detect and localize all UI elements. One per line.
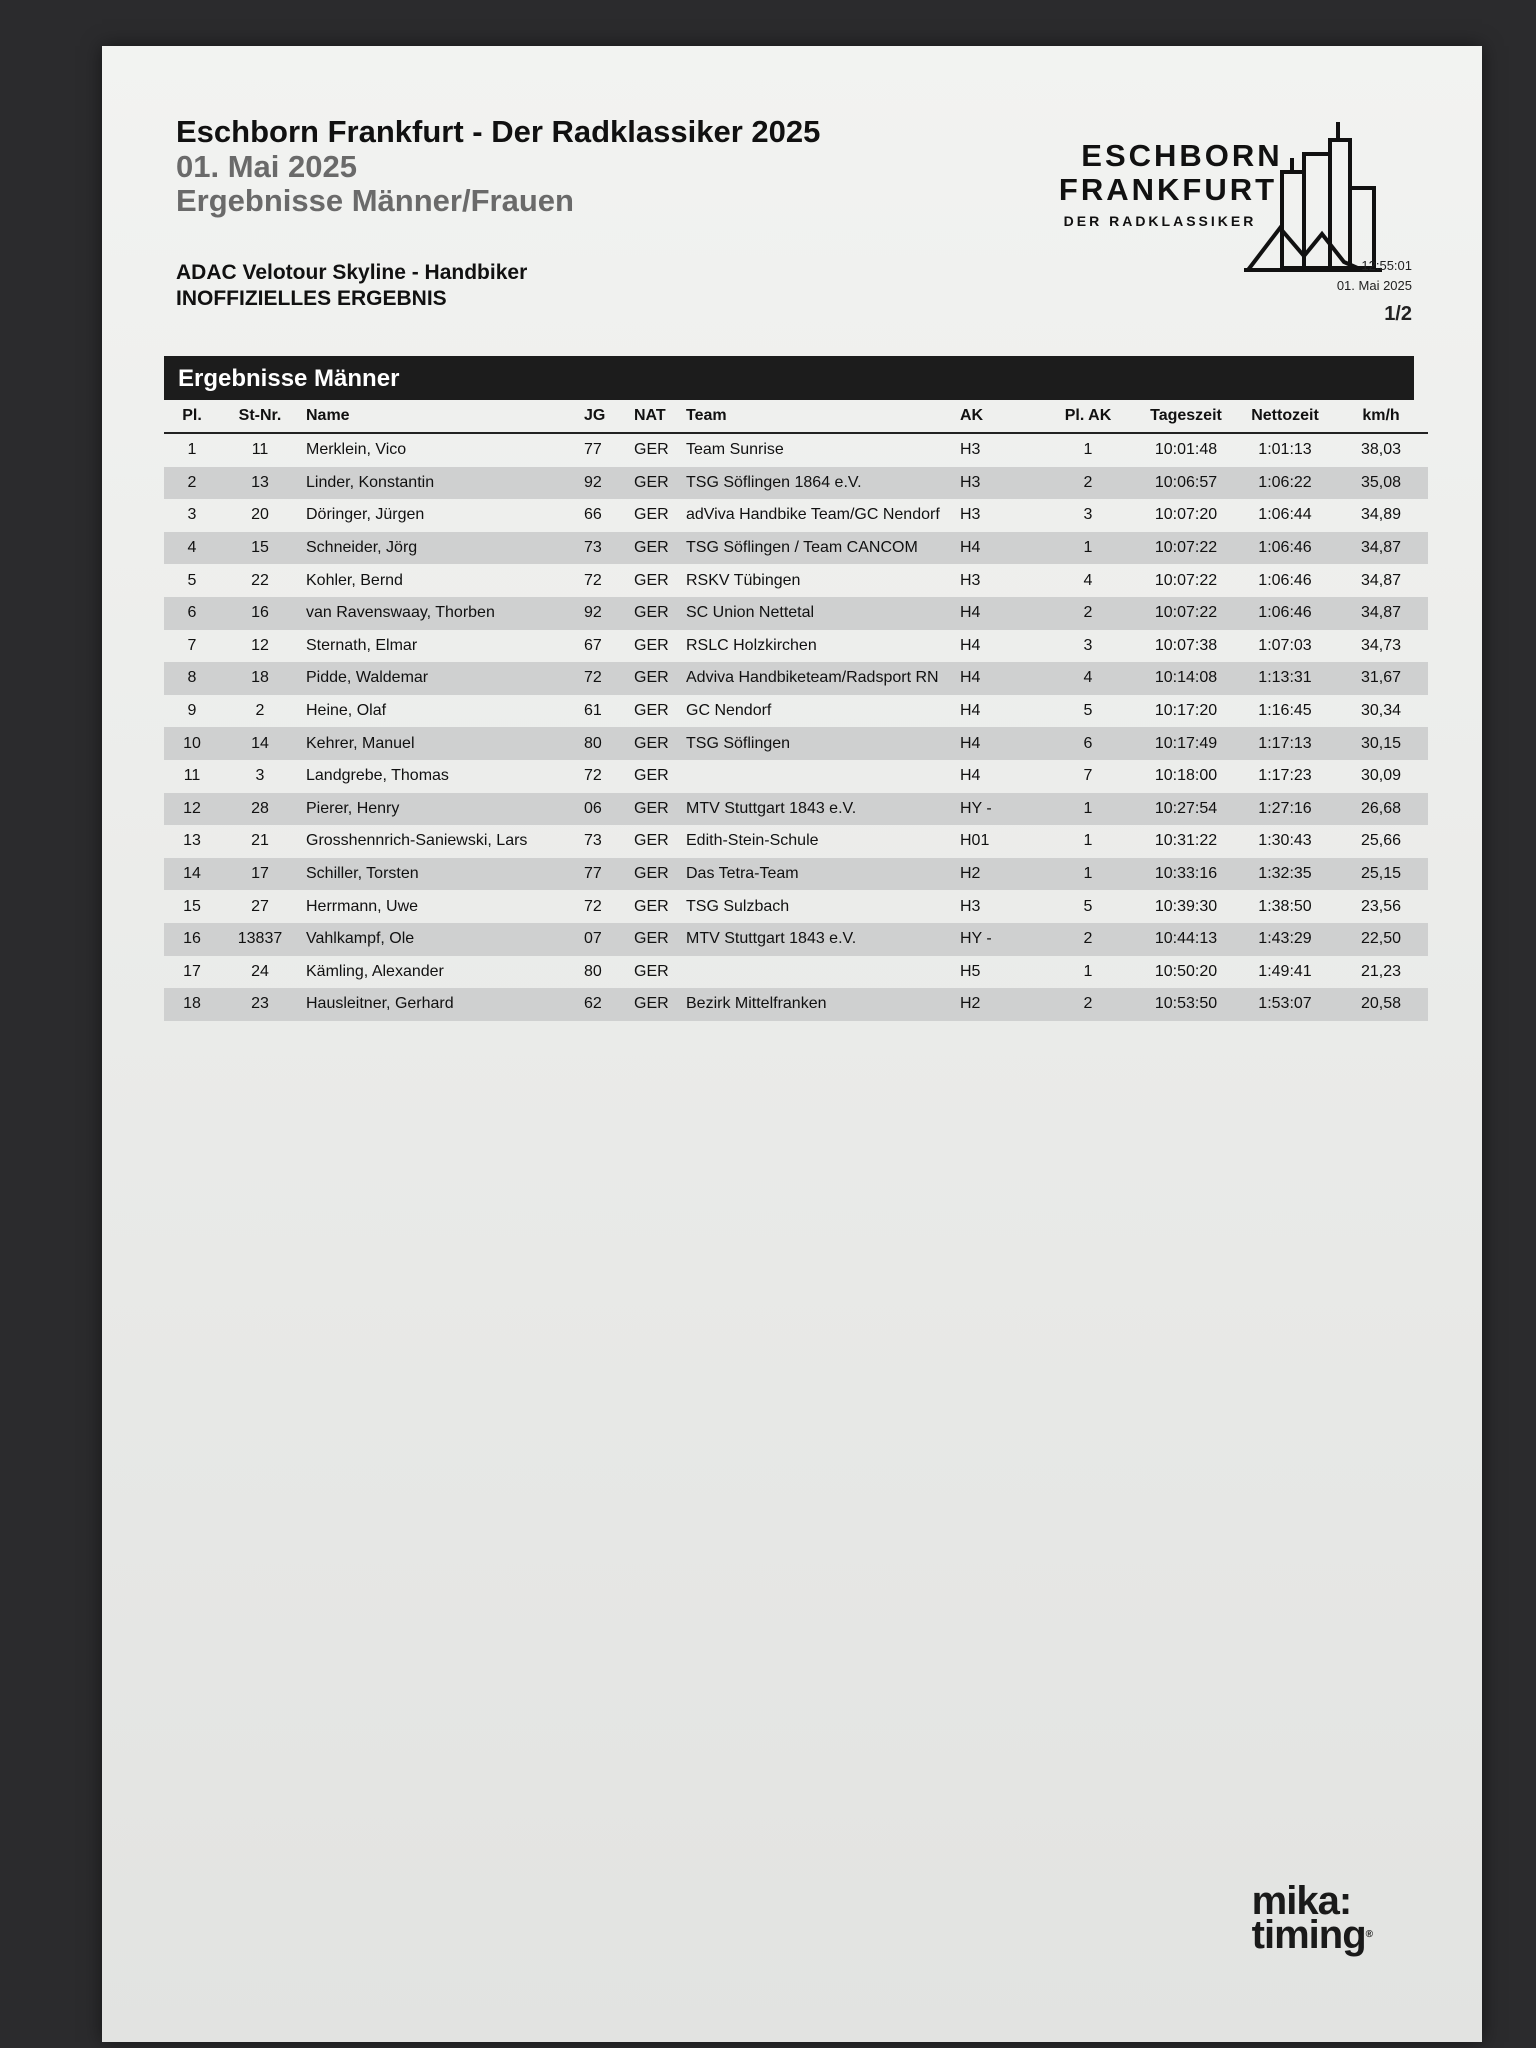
cell-age-class-place: 5 — [1083, 702, 1093, 720]
cell-year: 77 — [584, 441, 602, 459]
cell-team — [680, 760, 954, 793]
cell-year: 72 — [584, 767, 602, 785]
cell-year: 72 — [584, 897, 602, 915]
page-number: 1/2 — [1384, 303, 1412, 325]
cell-speed: 23,56 — [1360, 897, 1402, 915]
cell-age-class: HY - — [954, 793, 1040, 826]
cell-place: 18 — [164, 988, 220, 1021]
cell-year: 07 — [578, 923, 628, 956]
col-header-start-number: St-Nr. — [220, 400, 300, 433]
cell-nation: GER — [628, 467, 680, 500]
cell-net-time: 1:49:41 — [1258, 962, 1312, 980]
cell-age-class: H4 — [954, 662, 1040, 695]
cell-start-number: 20 — [251, 506, 269, 524]
cell-place: 8 — [164, 662, 220, 695]
cell-team: SC Union Nettetal — [680, 597, 954, 630]
cell-age-class-place: 5 — [1083, 897, 1093, 915]
print-time: 12:55:01 — [1361, 258, 1412, 273]
cell-name: Schiller, Torsten — [300, 858, 578, 891]
cell-name: Kehrer, Manuel — [300, 727, 578, 760]
results-sheet — [102, 46, 1482, 2042]
table-row — [164, 890, 1428, 923]
cell-age-class-place: 1 — [1040, 532, 1136, 565]
cell-year: 06 — [578, 793, 628, 826]
logo-line3: DER RADKLASSIKER — [1063, 213, 1257, 229]
cell-start-number: 18 — [220, 662, 300, 695]
cell-age-class-place: 3 — [1083, 636, 1093, 654]
cell-start-number: 3 — [255, 767, 265, 785]
cell-name: Kohler, Bernd — [306, 571, 403, 589]
cell-speed: 34,89 — [1360, 506, 1402, 524]
cell-net-time: 1:43:29 — [1236, 923, 1334, 956]
cell-age-class-place: 2 — [1040, 467, 1136, 500]
col-header-team: Team — [680, 400, 954, 433]
cell-age-class: H2 — [954, 988, 1040, 1021]
timing-brand-logo — [1251, 1879, 1372, 1957]
cell-nation: GER — [634, 506, 669, 524]
cell-start-number: 21 — [251, 832, 269, 850]
cell-speed: 26,68 — [1334, 793, 1428, 826]
cell-age-class: H3 — [954, 467, 1040, 500]
cell-net-time: 1:13:31 — [1236, 662, 1334, 695]
cell-place: 3 — [187, 506, 197, 524]
table-row — [164, 923, 1428, 956]
cell-nation: GER — [628, 727, 680, 760]
cell-speed: 30,09 — [1360, 767, 1402, 785]
cell-time-of-day: 10:33:16 — [1136, 858, 1236, 891]
cell-net-time: 1:17:23 — [1258, 767, 1312, 785]
event-block — [176, 260, 527, 312]
cell-place: 9 — [187, 702, 197, 720]
cell-age-class: HY - — [954, 923, 1040, 956]
cell-age-class: H4 — [960, 702, 981, 720]
cell-time-of-day: 10:31:22 — [1154, 832, 1218, 850]
cell-speed: 38,03 — [1360, 441, 1402, 459]
cell-speed: 34,73 — [1360, 636, 1402, 654]
cell-team: Bezirk Mittelfranken — [680, 988, 954, 1021]
table-row — [164, 662, 1428, 695]
cell-speed: 31,67 — [1334, 662, 1428, 695]
cell-team: adViva Handbike Team/GC Nendorf — [686, 506, 940, 524]
cell-nation: GER — [628, 858, 680, 891]
cell-name: Döringer, Jürgen — [306, 506, 425, 524]
table-row — [164, 564, 1428, 597]
cell-place: 10 — [164, 727, 220, 760]
event-logo — [1032, 104, 1392, 274]
print-meta — [1337, 256, 1412, 324]
cell-age-class-place: 2 — [1040, 923, 1136, 956]
cell-place: 17 — [183, 962, 201, 980]
cell-age-class-place: 3 — [1083, 506, 1093, 524]
cell-name: Linder, Konstantin — [300, 467, 578, 500]
cell-nation: GER — [634, 832, 669, 850]
cell-start-number: 17 — [220, 858, 300, 891]
cell-name: Herrmann, Uwe — [306, 897, 419, 915]
cell-net-time: 1:06:46 — [1258, 571, 1312, 589]
cell-start-number: 28 — [220, 793, 300, 826]
table-row — [164, 695, 1428, 728]
cell-age-class-place: 1 — [1083, 832, 1093, 850]
cell-age-class-place: 1 — [1040, 793, 1136, 826]
cell-team: Adviva Handbiketeam/Radsport RN — [680, 662, 954, 695]
col-header-nation: NAT — [628, 400, 680, 433]
cell-year: 77 — [578, 858, 628, 891]
col-header-place: Pl. — [164, 400, 220, 433]
cell-age-class: H3 — [960, 506, 981, 524]
cell-time-of-day: 10:27:54 — [1136, 793, 1236, 826]
cell-nation: GER — [628, 532, 680, 565]
cell-name: Vahlkampf, Ole — [300, 923, 578, 956]
cell-age-class-place: 4 — [1040, 662, 1136, 695]
cell-time-of-day: 10:18:00 — [1154, 767, 1218, 785]
cell-nation: GER — [634, 962, 669, 980]
table-row — [164, 988, 1428, 1021]
cell-team: TSG Sulzbach — [686, 897, 790, 915]
table-row — [164, 499, 1428, 532]
cell-start-number: 23 — [220, 988, 300, 1021]
cell-place: 1 — [187, 441, 197, 459]
cell-nation: GER — [634, 702, 669, 720]
cell-team — [680, 956, 954, 989]
cell-year: 80 — [578, 727, 628, 760]
cell-net-time: 1:01:13 — [1258, 441, 1312, 459]
cell-age-class-place: 1 — [1083, 962, 1093, 980]
cell-net-time: 1:38:50 — [1258, 897, 1312, 915]
cell-team: RSLC Holzkirchen — [686, 636, 817, 654]
cell-age-class-place: 1 — [1040, 858, 1136, 891]
cell-nation: GER — [634, 636, 669, 654]
logo-line2: FRANKFURT — [1058, 172, 1278, 207]
cell-name: Heine, Olaf — [306, 702, 387, 720]
cell-team: TSG Söflingen / Team CANCOM — [680, 532, 954, 565]
table-row — [164, 858, 1428, 891]
table-row — [164, 630, 1428, 663]
cell-place: 6 — [164, 597, 220, 630]
cell-age-class: H3 — [960, 571, 981, 589]
cell-net-time: 1:30:43 — [1258, 832, 1312, 850]
cell-year: 62 — [578, 988, 628, 1021]
cell-age-class: H3 — [960, 897, 981, 915]
cell-age-class: H4 — [960, 636, 981, 654]
col-header-time-of-day: Tageszeit — [1136, 400, 1236, 433]
cell-age-class-place: 2 — [1040, 988, 1136, 1021]
cell-start-number: 13 — [220, 467, 300, 500]
cell-net-time: 1:17:13 — [1236, 727, 1334, 760]
cell-time-of-day: 10:01:48 — [1154, 441, 1218, 459]
cell-time-of-day: 10:07:20 — [1154, 506, 1218, 524]
brand-line2: timing — [1251, 1913, 1366, 1957]
cell-place: 14 — [164, 858, 220, 891]
table-row — [164, 433, 1428, 467]
cell-age-class: H4 — [954, 597, 1040, 630]
table-row — [164, 727, 1428, 760]
cell-year: 92 — [578, 467, 628, 500]
table-header-row — [164, 400, 1428, 433]
cell-age-class-place: 6 — [1040, 727, 1136, 760]
cell-name: Hausleitner, Gerhard — [300, 988, 578, 1021]
cell-net-time: 1:06:46 — [1236, 532, 1334, 565]
cell-nation: GER — [634, 897, 669, 915]
cell-start-number: 27 — [251, 897, 269, 915]
table-row — [164, 760, 1428, 793]
cell-nation: GER — [628, 988, 680, 1021]
cell-year: 80 — [584, 962, 602, 980]
cell-age-class: H4 — [954, 727, 1040, 760]
cell-time-of-day: 10:44:13 — [1136, 923, 1236, 956]
cell-place: 12 — [164, 793, 220, 826]
cell-speed: 34,87 — [1334, 532, 1428, 565]
print-date: 01. Mai 2025 — [1336, 278, 1412, 293]
results-table — [164, 400, 1428, 1021]
cell-time-of-day: 10:14:08 — [1136, 662, 1236, 695]
cell-team: TSG Söflingen — [680, 727, 954, 760]
cell-net-time: 1:32:35 — [1236, 858, 1334, 891]
cell-net-time: 1:16:45 — [1258, 702, 1312, 720]
cell-start-number: 2 — [255, 702, 265, 720]
cell-start-number: 16 — [220, 597, 300, 630]
cell-speed: 20,58 — [1334, 988, 1428, 1021]
cell-place: 5 — [187, 571, 197, 589]
cell-speed: 30,34 — [1360, 702, 1402, 720]
cell-name: Schneider, Jörg — [300, 532, 578, 565]
document-header — [176, 114, 820, 218]
cell-nation: GER — [628, 662, 680, 695]
cell-time-of-day: 10:07:38 — [1154, 636, 1218, 654]
registered-mark: ® — [1365, 1929, 1372, 1940]
cell-start-number: 11 — [251, 441, 269, 459]
cell-age-class-place: 7 — [1083, 767, 1093, 785]
cell-age-class-place: 2 — [1040, 597, 1136, 630]
cell-net-time: 1:06:46 — [1236, 597, 1334, 630]
cell-start-number: 13837 — [220, 923, 300, 956]
cell-name: Pierer, Henry — [300, 793, 578, 826]
cell-net-time: 1:53:07 — [1236, 988, 1334, 1021]
cell-nation: GER — [634, 441, 669, 459]
table-row — [164, 597, 1428, 630]
cell-name: Merklein, Vico — [306, 441, 407, 459]
cell-team: RSKV Tübingen — [686, 571, 801, 589]
cell-age-class: H4 — [960, 767, 981, 785]
table-row — [164, 825, 1428, 858]
cell-start-number: 15 — [220, 532, 300, 565]
cell-net-time: 1:06:44 — [1258, 506, 1312, 524]
cell-time-of-day: 10:17:49 — [1136, 727, 1236, 760]
col-header-year: JG — [578, 400, 628, 433]
cell-place: 2 — [164, 467, 220, 500]
cell-name: Grosshennrich-Saniewski, Lars — [306, 832, 528, 850]
cell-time-of-day: 10:07:22 — [1136, 597, 1236, 630]
cell-place: 11 — [183, 767, 201, 785]
document-title: Eschborn Frankfurt - Der Radklassiker 2025 — [176, 114, 821, 149]
cell-name: van Ravenswaay, Thorben — [300, 597, 578, 630]
cell-time-of-day: 10:50:20 — [1154, 962, 1218, 980]
cell-year: 72 — [578, 662, 628, 695]
cell-year: 67 — [584, 636, 602, 654]
cell-year: 73 — [578, 532, 628, 565]
cell-place: 15 — [183, 897, 201, 915]
cell-age-class: H01 — [960, 832, 990, 850]
cell-year: 72 — [584, 571, 602, 589]
col-header-age-class-place: Pl. AK — [1040, 400, 1136, 433]
cell-name: Sternath, Elmar — [306, 636, 418, 654]
cell-start-number: 12 — [251, 636, 269, 654]
logo-line1: ESCHBORN — [1081, 138, 1283, 173]
cell-team: GC Nendorf — [686, 702, 772, 720]
cell-time-of-day: 10:07:22 — [1136, 532, 1236, 565]
cell-team: Team Sunrise — [686, 441, 784, 459]
table-row — [164, 532, 1428, 565]
cell-team: Edith-Stein-Schule — [686, 832, 819, 850]
cell-nation: GER — [628, 793, 680, 826]
cell-speed: 22,50 — [1334, 923, 1428, 956]
results-body — [164, 433, 1428, 1021]
cell-start-number: 24 — [251, 962, 269, 980]
cell-net-time: 1:06:22 — [1236, 467, 1334, 500]
cell-start-number: 22 — [251, 571, 269, 589]
cell-team: TSG Söflingen 1864 e.V. — [680, 467, 954, 500]
cell-speed: 25,15 — [1334, 858, 1428, 891]
cell-speed: 21,23 — [1360, 962, 1402, 980]
cell-time-of-day: 10:39:30 — [1154, 897, 1218, 915]
section-title: Ergebnisse Männer — [164, 356, 1414, 400]
cell-place: 13 — [183, 832, 201, 850]
table-row — [164, 793, 1428, 826]
event-name: ADAC Velotour Skyline - Handbiker — [176, 261, 528, 284]
cell-place: 7 — [187, 636, 197, 654]
cell-year: 61 — [584, 702, 602, 720]
col-header-name: Name — [300, 400, 578, 433]
cell-time-of-day: 10:07:22 — [1154, 571, 1218, 589]
cell-nation: GER — [634, 767, 669, 785]
cell-place: 4 — [164, 532, 220, 565]
skyline-logo-icon — [1032, 104, 1392, 274]
cell-speed: 35,08 — [1334, 467, 1428, 500]
brand-line1: mika: — [1251, 1879, 1352, 1923]
cell-speed: 34,87 — [1334, 597, 1428, 630]
cell-age-class-place: 4 — [1083, 571, 1093, 589]
col-header-speed: km/h — [1334, 400, 1428, 433]
cell-place: 16 — [164, 923, 220, 956]
cell-time-of-day: 10:17:20 — [1154, 702, 1218, 720]
cell-age-class: H2 — [954, 858, 1040, 891]
cell-nation: GER — [628, 597, 680, 630]
cell-time-of-day: 10:53:50 — [1136, 988, 1236, 1021]
cell-start-number: 14 — [220, 727, 300, 760]
cell-speed: 30,15 — [1334, 727, 1428, 760]
cell-year: 92 — [578, 597, 628, 630]
cell-team: MTV Stuttgart 1843 e.V. — [680, 793, 954, 826]
cell-nation: GER — [628, 923, 680, 956]
cell-time-of-day: 10:06:57 — [1136, 467, 1236, 500]
cell-net-time: 1:07:03 — [1258, 636, 1312, 654]
result-status: INOFFIZIELLES ERGEBNIS — [176, 287, 447, 310]
cell-team: MTV Stuttgart 1843 e.V. — [680, 923, 954, 956]
cell-speed: 34,87 — [1360, 571, 1402, 589]
cell-net-time: 1:27:16 — [1236, 793, 1334, 826]
cell-speed: 25,66 — [1360, 832, 1402, 850]
document-subtitle: Ergebnisse Männer/Frauen — [176, 183, 574, 218]
cell-name: Pidde, Waldemar — [300, 662, 578, 695]
cell-age-class-place: 1 — [1083, 441, 1093, 459]
document-date: 01. Mai 2025 — [176, 149, 357, 184]
cell-year: 66 — [584, 506, 602, 524]
table-row — [164, 956, 1428, 989]
col-header-age-class: AK — [954, 400, 1040, 433]
col-header-net-time: Nettozeit — [1236, 400, 1334, 433]
cell-team: Das Tetra-Team — [680, 858, 954, 891]
cell-name: Kämling, Alexander — [306, 962, 444, 980]
cell-name: Landgrebe, Thomas — [306, 767, 449, 785]
table-row — [164, 467, 1428, 500]
cell-nation: GER — [634, 571, 669, 589]
cell-year: 73 — [584, 832, 602, 850]
cell-age-class: H4 — [954, 532, 1040, 565]
cell-age-class: H5 — [960, 962, 981, 980]
cell-age-class: H3 — [960, 441, 981, 459]
